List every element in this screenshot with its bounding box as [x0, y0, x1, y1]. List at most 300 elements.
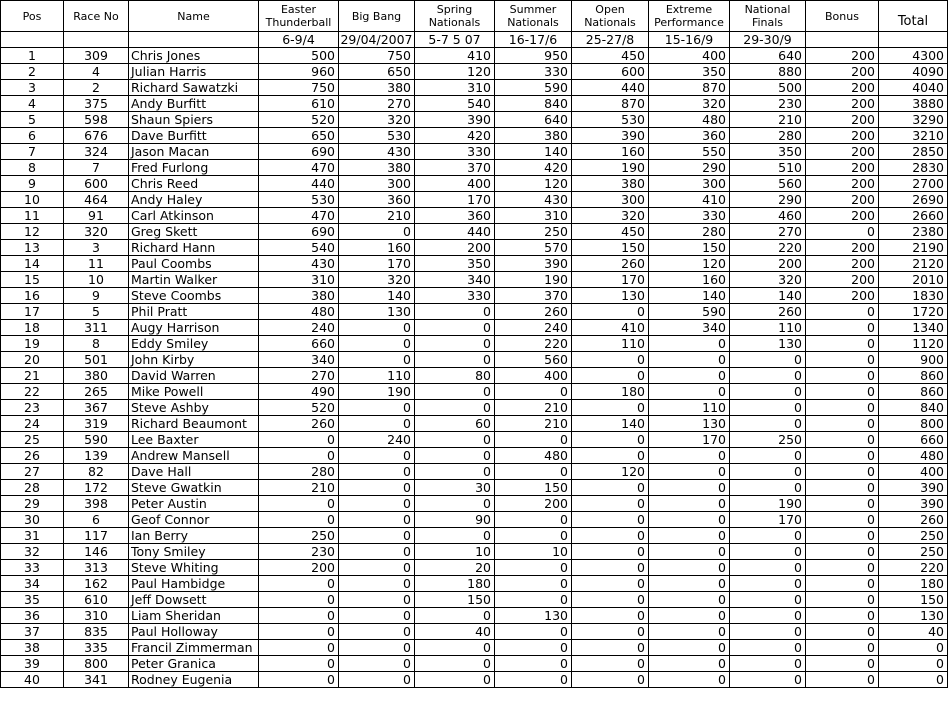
race-no-cell: 398	[64, 496, 129, 512]
table-row	[1, 192, 948, 208]
score-cell: 240	[339, 432, 415, 448]
score-cell: 400	[495, 368, 572, 384]
score-cell: 300	[572, 192, 649, 208]
bonus-cell: 0	[806, 656, 879, 672]
name-cell: Greg Skett	[129, 224, 259, 240]
score-cell: 540	[259, 240, 339, 256]
score-cell: 640	[495, 112, 572, 128]
bonus-cell: 200	[806, 128, 879, 144]
race-no-cell: 6	[64, 512, 129, 528]
score-cell: 530	[259, 192, 339, 208]
race-no-cell: 676	[64, 128, 129, 144]
event-date: 16-17/6	[495, 32, 572, 48]
table-row	[1, 464, 948, 480]
race-no-cell: 380	[64, 368, 129, 384]
score-cell: 0	[339, 608, 415, 624]
total-cell: 860	[879, 368, 948, 384]
score-cell: 300	[649, 176, 730, 192]
score-cell: 340	[259, 352, 339, 368]
pos-cell: 38	[1, 640, 64, 656]
pos-cell: 17	[1, 304, 64, 320]
name-cell: Carl Atkinson	[129, 208, 259, 224]
event-date: 5-7 5 07	[415, 32, 495, 48]
score-cell: 0	[649, 512, 730, 528]
score-cell: 0	[339, 496, 415, 512]
race-no-cell: 8	[64, 336, 129, 352]
score-cell: 160	[339, 240, 415, 256]
score-cell: 170	[415, 192, 495, 208]
score-cell: 0	[495, 624, 572, 640]
score-cell: 200	[415, 240, 495, 256]
score-cell: 320	[339, 272, 415, 288]
score-cell: 0	[572, 672, 649, 688]
score-cell: 750	[339, 48, 415, 64]
score-cell: 0	[339, 352, 415, 368]
name-cell: Chris Jones	[129, 48, 259, 64]
score-cell: 0	[572, 496, 649, 512]
score-cell: 270	[730, 224, 806, 240]
race-no-cell: 309	[64, 48, 129, 64]
race-no-cell: 265	[64, 384, 129, 400]
score-cell: 0	[649, 496, 730, 512]
score-cell: 170	[730, 512, 806, 528]
score-cell: 0	[572, 576, 649, 592]
table-row	[1, 160, 948, 176]
score-cell: 60	[415, 416, 495, 432]
score-cell: 370	[415, 160, 495, 176]
score-cell: 210	[495, 400, 572, 416]
score-cell: 530	[339, 128, 415, 144]
event-header: Extreme Performance	[649, 1, 730, 32]
bonus-cell: 200	[806, 96, 879, 112]
score-cell: 0	[415, 432, 495, 448]
score-cell: 410	[572, 320, 649, 336]
score-cell: 460	[730, 208, 806, 224]
race-no-cell: 598	[64, 112, 129, 128]
race-no-cell: 610	[64, 592, 129, 608]
pos-cell: 18	[1, 320, 64, 336]
race-no-cell: 600	[64, 176, 129, 192]
score-cell: 320	[339, 112, 415, 128]
bonus-cell: 0	[806, 528, 879, 544]
race-no-cell: 5	[64, 304, 129, 320]
score-cell: 0	[259, 640, 339, 656]
name-cell: Andrew Mansell	[129, 448, 259, 464]
event-header: Open Nationals	[572, 1, 649, 32]
score-cell: 160	[649, 272, 730, 288]
pos-cell: 27	[1, 464, 64, 480]
score-cell: 150	[415, 592, 495, 608]
bonus-cell: 0	[806, 624, 879, 640]
score-cell: 0	[415, 496, 495, 512]
bonus-cell: 0	[806, 464, 879, 480]
score-cell: 0	[649, 656, 730, 672]
score-cell: 660	[259, 336, 339, 352]
score-cell: 430	[339, 144, 415, 160]
score-cell: 0	[572, 656, 649, 672]
score-cell: 170	[649, 432, 730, 448]
race-no-cell: 313	[64, 560, 129, 576]
score-cell: 0	[495, 560, 572, 576]
score-cell: 0	[495, 672, 572, 688]
total-cell: 2660	[879, 208, 948, 224]
score-cell: 370	[495, 288, 572, 304]
score-cell: 0	[572, 480, 649, 496]
event-date: 6-9/4	[259, 32, 339, 48]
race-no-cell: 311	[64, 320, 129, 336]
score-cell: 0	[572, 352, 649, 368]
score-cell: 870	[572, 96, 649, 112]
score-cell: 0	[415, 336, 495, 352]
score-cell: 330	[649, 208, 730, 224]
race-no-cell: 367	[64, 400, 129, 416]
total-cell: 2120	[879, 256, 948, 272]
table-row	[1, 448, 948, 464]
score-cell: 0	[572, 624, 649, 640]
score-cell: 480	[259, 304, 339, 320]
score-cell: 0	[259, 624, 339, 640]
score-cell: 0	[730, 608, 806, 624]
score-cell: 0	[259, 432, 339, 448]
score-cell: 0	[415, 656, 495, 672]
table-row	[1, 640, 948, 656]
table-row	[1, 432, 948, 448]
score-cell: 10	[495, 544, 572, 560]
score-cell: 130	[649, 416, 730, 432]
score-cell: 0	[415, 400, 495, 416]
name-cell: Steve Coombs	[129, 288, 259, 304]
pos-cell: 6	[1, 128, 64, 144]
score-cell: 360	[649, 128, 730, 144]
score-cell: 0	[415, 448, 495, 464]
score-cell: 0	[415, 384, 495, 400]
score-cell: 0	[730, 528, 806, 544]
score-cell: 250	[495, 224, 572, 240]
bonus-cell: 0	[806, 480, 879, 496]
total-cell: 4090	[879, 64, 948, 80]
score-cell: 220	[495, 336, 572, 352]
event-header: National Finals	[730, 1, 806, 32]
score-cell: 510	[730, 160, 806, 176]
score-cell: 530	[572, 112, 649, 128]
race-no-cell: 501	[64, 352, 129, 368]
pos-cell: 8	[1, 160, 64, 176]
event-date: 29/04/2007	[340, 32, 413, 47]
pos-cell: 23	[1, 400, 64, 416]
score-cell: 440	[259, 176, 339, 192]
score-cell: 290	[730, 192, 806, 208]
table-row	[1, 352, 948, 368]
score-cell: 120	[495, 176, 572, 192]
bonus-cell: 0	[806, 608, 879, 624]
score-cell: 380	[339, 160, 415, 176]
score-cell: 180	[415, 576, 495, 592]
bonus-cell: 200	[806, 64, 879, 80]
event-date: 15-16/9	[649, 32, 730, 48]
score-cell: 0	[730, 464, 806, 480]
pos-cell: 24	[1, 416, 64, 432]
race-no-cell: 7	[64, 160, 129, 176]
score-cell: 0	[572, 368, 649, 384]
table-row	[1, 304, 948, 320]
score-cell: 0	[730, 384, 806, 400]
race-no-cell: 117	[64, 528, 129, 544]
score-cell: 0	[259, 672, 339, 688]
score-cell: 290	[649, 160, 730, 176]
name-cell: Francil Zimmerman	[129, 640, 259, 656]
empty-cell	[806, 32, 879, 48]
score-cell: 0	[415, 352, 495, 368]
total-cell: 400	[879, 464, 948, 480]
score-cell: 240	[259, 320, 339, 336]
score-cell: 260	[259, 416, 339, 432]
name-cell: Jason Macan	[129, 144, 259, 160]
name-cell: Richard Beaumont	[129, 416, 259, 432]
score-cell: 490	[259, 384, 339, 400]
race-no-cell: 11	[64, 256, 129, 272]
score-cell: 440	[415, 224, 495, 240]
pos-cell: 5	[1, 112, 64, 128]
total-cell: 40	[879, 624, 948, 640]
table-row	[1, 96, 948, 112]
event-header: Summer Nationals	[495, 1, 572, 32]
score-cell: 230	[730, 96, 806, 112]
race-no-cell: 324	[64, 144, 129, 160]
name-cell: Peter Austin	[129, 496, 259, 512]
name-cell: Tony Smiley	[129, 544, 259, 560]
pos-cell: 1	[1, 48, 64, 64]
event-header: Easter Thunderball	[259, 1, 339, 32]
score-cell: 0	[495, 384, 572, 400]
name-cell: Augy Harrison	[129, 320, 259, 336]
total-cell: 2380	[879, 224, 948, 240]
score-cell: 500	[730, 80, 806, 96]
race-no-cell: 91	[64, 208, 129, 224]
bonus-cell: 200	[806, 80, 879, 96]
pos-cell: 35	[1, 592, 64, 608]
score-cell: 140	[495, 144, 572, 160]
pos-cell: 19	[1, 336, 64, 352]
pos-cell: 12	[1, 224, 64, 240]
bonus-cell: 0	[806, 352, 879, 368]
total-header: Total	[879, 1, 948, 32]
score-cell: 0	[339, 560, 415, 576]
score-cell: 0	[649, 464, 730, 480]
name-header: Name	[129, 1, 259, 32]
score-cell: 0	[415, 640, 495, 656]
table-row	[1, 224, 948, 240]
score-cell: 190	[730, 496, 806, 512]
score-cell: 0	[415, 528, 495, 544]
race-no-cell: 800	[64, 656, 129, 672]
bonus-cell: 0	[806, 400, 879, 416]
score-cell: 0	[339, 656, 415, 672]
total-cell: 150	[879, 592, 948, 608]
score-cell: 0	[415, 304, 495, 320]
name-cell: David Warren	[129, 368, 259, 384]
event-date: 25-27/8	[572, 32, 649, 48]
score-cell: 0	[339, 528, 415, 544]
score-cell: 20	[415, 560, 495, 576]
pos-cell: 10	[1, 192, 64, 208]
race-no-cell: 82	[64, 464, 129, 480]
pos-cell: 16	[1, 288, 64, 304]
score-cell: 30	[415, 480, 495, 496]
total-cell: 1720	[879, 304, 948, 320]
score-cell: 110	[649, 400, 730, 416]
score-cell: 150	[572, 240, 649, 256]
score-cell: 360	[339, 192, 415, 208]
race-no-cell: 320	[64, 224, 129, 240]
score-cell: 0	[730, 448, 806, 464]
score-cell: 380	[259, 288, 339, 304]
score-cell: 0	[495, 640, 572, 656]
total-cell: 0	[879, 640, 948, 656]
table-row	[1, 128, 948, 144]
total-cell: 2190	[879, 240, 948, 256]
score-cell: 120	[649, 256, 730, 272]
event-header: Spring Nationals	[415, 1, 495, 32]
score-cell: 870	[649, 80, 730, 96]
name-cell: Dave Burfitt	[129, 128, 259, 144]
race-no-cell: 319	[64, 416, 129, 432]
bonus-cell: 0	[806, 672, 879, 688]
score-cell: 0	[649, 480, 730, 496]
score-cell: 0	[495, 576, 572, 592]
total-cell: 4040	[879, 80, 948, 96]
score-cell: 140	[730, 288, 806, 304]
empty-cell	[64, 32, 129, 48]
score-cell: 650	[339, 64, 415, 80]
total-cell: 2830	[879, 160, 948, 176]
score-cell: 330	[415, 288, 495, 304]
score-cell: 0	[649, 544, 730, 560]
score-cell: 550	[649, 144, 730, 160]
race-no-header: Race No	[64, 1, 129, 32]
score-cell: 0	[339, 320, 415, 336]
table-row	[1, 64, 948, 80]
score-cell: 110	[730, 320, 806, 336]
score-cell: 0	[649, 448, 730, 464]
empty-cell	[879, 32, 948, 48]
score-cell: 420	[415, 128, 495, 144]
score-cell: 0	[339, 512, 415, 528]
score-cell: 0	[339, 576, 415, 592]
score-cell: 110	[339, 368, 415, 384]
table-row	[1, 672, 948, 688]
score-cell: 480	[649, 112, 730, 128]
score-cell: 690	[259, 144, 339, 160]
total-cell: 250	[879, 528, 948, 544]
score-cell: 140	[339, 288, 415, 304]
total-cell: 660	[879, 432, 948, 448]
pos-cell: 20	[1, 352, 64, 368]
score-cell: 230	[259, 544, 339, 560]
table-row	[1, 608, 948, 624]
score-cell: 0	[572, 560, 649, 576]
race-no-cell: 146	[64, 544, 129, 560]
score-cell: 280	[730, 128, 806, 144]
score-cell: 280	[649, 224, 730, 240]
score-cell: 390	[415, 112, 495, 128]
score-cell: 570	[495, 240, 572, 256]
score-cell: 0	[649, 368, 730, 384]
score-cell: 0	[415, 464, 495, 480]
score-cell: 0	[259, 608, 339, 624]
score-cell: 410	[415, 48, 495, 64]
total-cell: 3210	[879, 128, 948, 144]
total-cell: 900	[879, 352, 948, 368]
bonus-cell: 200	[806, 144, 879, 160]
score-cell: 310	[495, 208, 572, 224]
total-cell: 2850	[879, 144, 948, 160]
score-cell: 170	[339, 256, 415, 272]
score-cell: 250	[730, 432, 806, 448]
score-cell: 590	[495, 80, 572, 96]
pos-header: Pos	[1, 1, 64, 32]
score-cell: 310	[259, 272, 339, 288]
score-cell: 690	[259, 224, 339, 240]
table-row	[1, 80, 948, 96]
bonus-cell: 200	[806, 160, 879, 176]
score-cell: 330	[495, 64, 572, 80]
score-cell: 410	[649, 192, 730, 208]
name-cell: Julian Harris	[129, 64, 259, 80]
bonus-cell: 0	[806, 560, 879, 576]
score-cell: 260	[730, 304, 806, 320]
score-cell: 120	[415, 64, 495, 80]
total-cell: 1830	[879, 288, 948, 304]
pos-cell: 34	[1, 576, 64, 592]
score-cell: 320	[649, 96, 730, 112]
score-cell: 0	[259, 656, 339, 672]
pos-cell: 3	[1, 80, 64, 96]
total-cell: 250	[879, 544, 948, 560]
score-cell: 0	[495, 528, 572, 544]
name-cell: Geof Connor	[129, 512, 259, 528]
score-cell: 0	[730, 416, 806, 432]
score-cell: 130	[495, 608, 572, 624]
score-cell: 0	[259, 512, 339, 528]
score-cell: 40	[415, 624, 495, 640]
name-cell: Lee Baxter	[129, 432, 259, 448]
table-row	[1, 400, 948, 416]
table-row	[1, 416, 948, 432]
score-cell: 0	[730, 368, 806, 384]
event-date: 29-30/9	[730, 32, 806, 48]
bonus-cell: 0	[806, 304, 879, 320]
score-cell: 0	[572, 304, 649, 320]
score-cell: 0	[572, 432, 649, 448]
race-no-cell: 2	[64, 80, 129, 96]
pos-cell: 14	[1, 256, 64, 272]
name-cell: Richard Hann	[129, 240, 259, 256]
table-row	[1, 336, 948, 352]
total-cell: 480	[879, 448, 948, 464]
pos-cell: 32	[1, 544, 64, 560]
score-cell: 0	[495, 512, 572, 528]
score-cell: 0	[649, 672, 730, 688]
score-cell: 880	[730, 64, 806, 80]
score-cell: 0	[649, 528, 730, 544]
bonus-cell: 0	[806, 224, 879, 240]
score-cell: 470	[259, 160, 339, 176]
score-cell: 250	[259, 528, 339, 544]
score-cell: 840	[495, 96, 572, 112]
pos-cell: 29	[1, 496, 64, 512]
score-cell: 0	[259, 496, 339, 512]
score-cell: 140	[572, 416, 649, 432]
